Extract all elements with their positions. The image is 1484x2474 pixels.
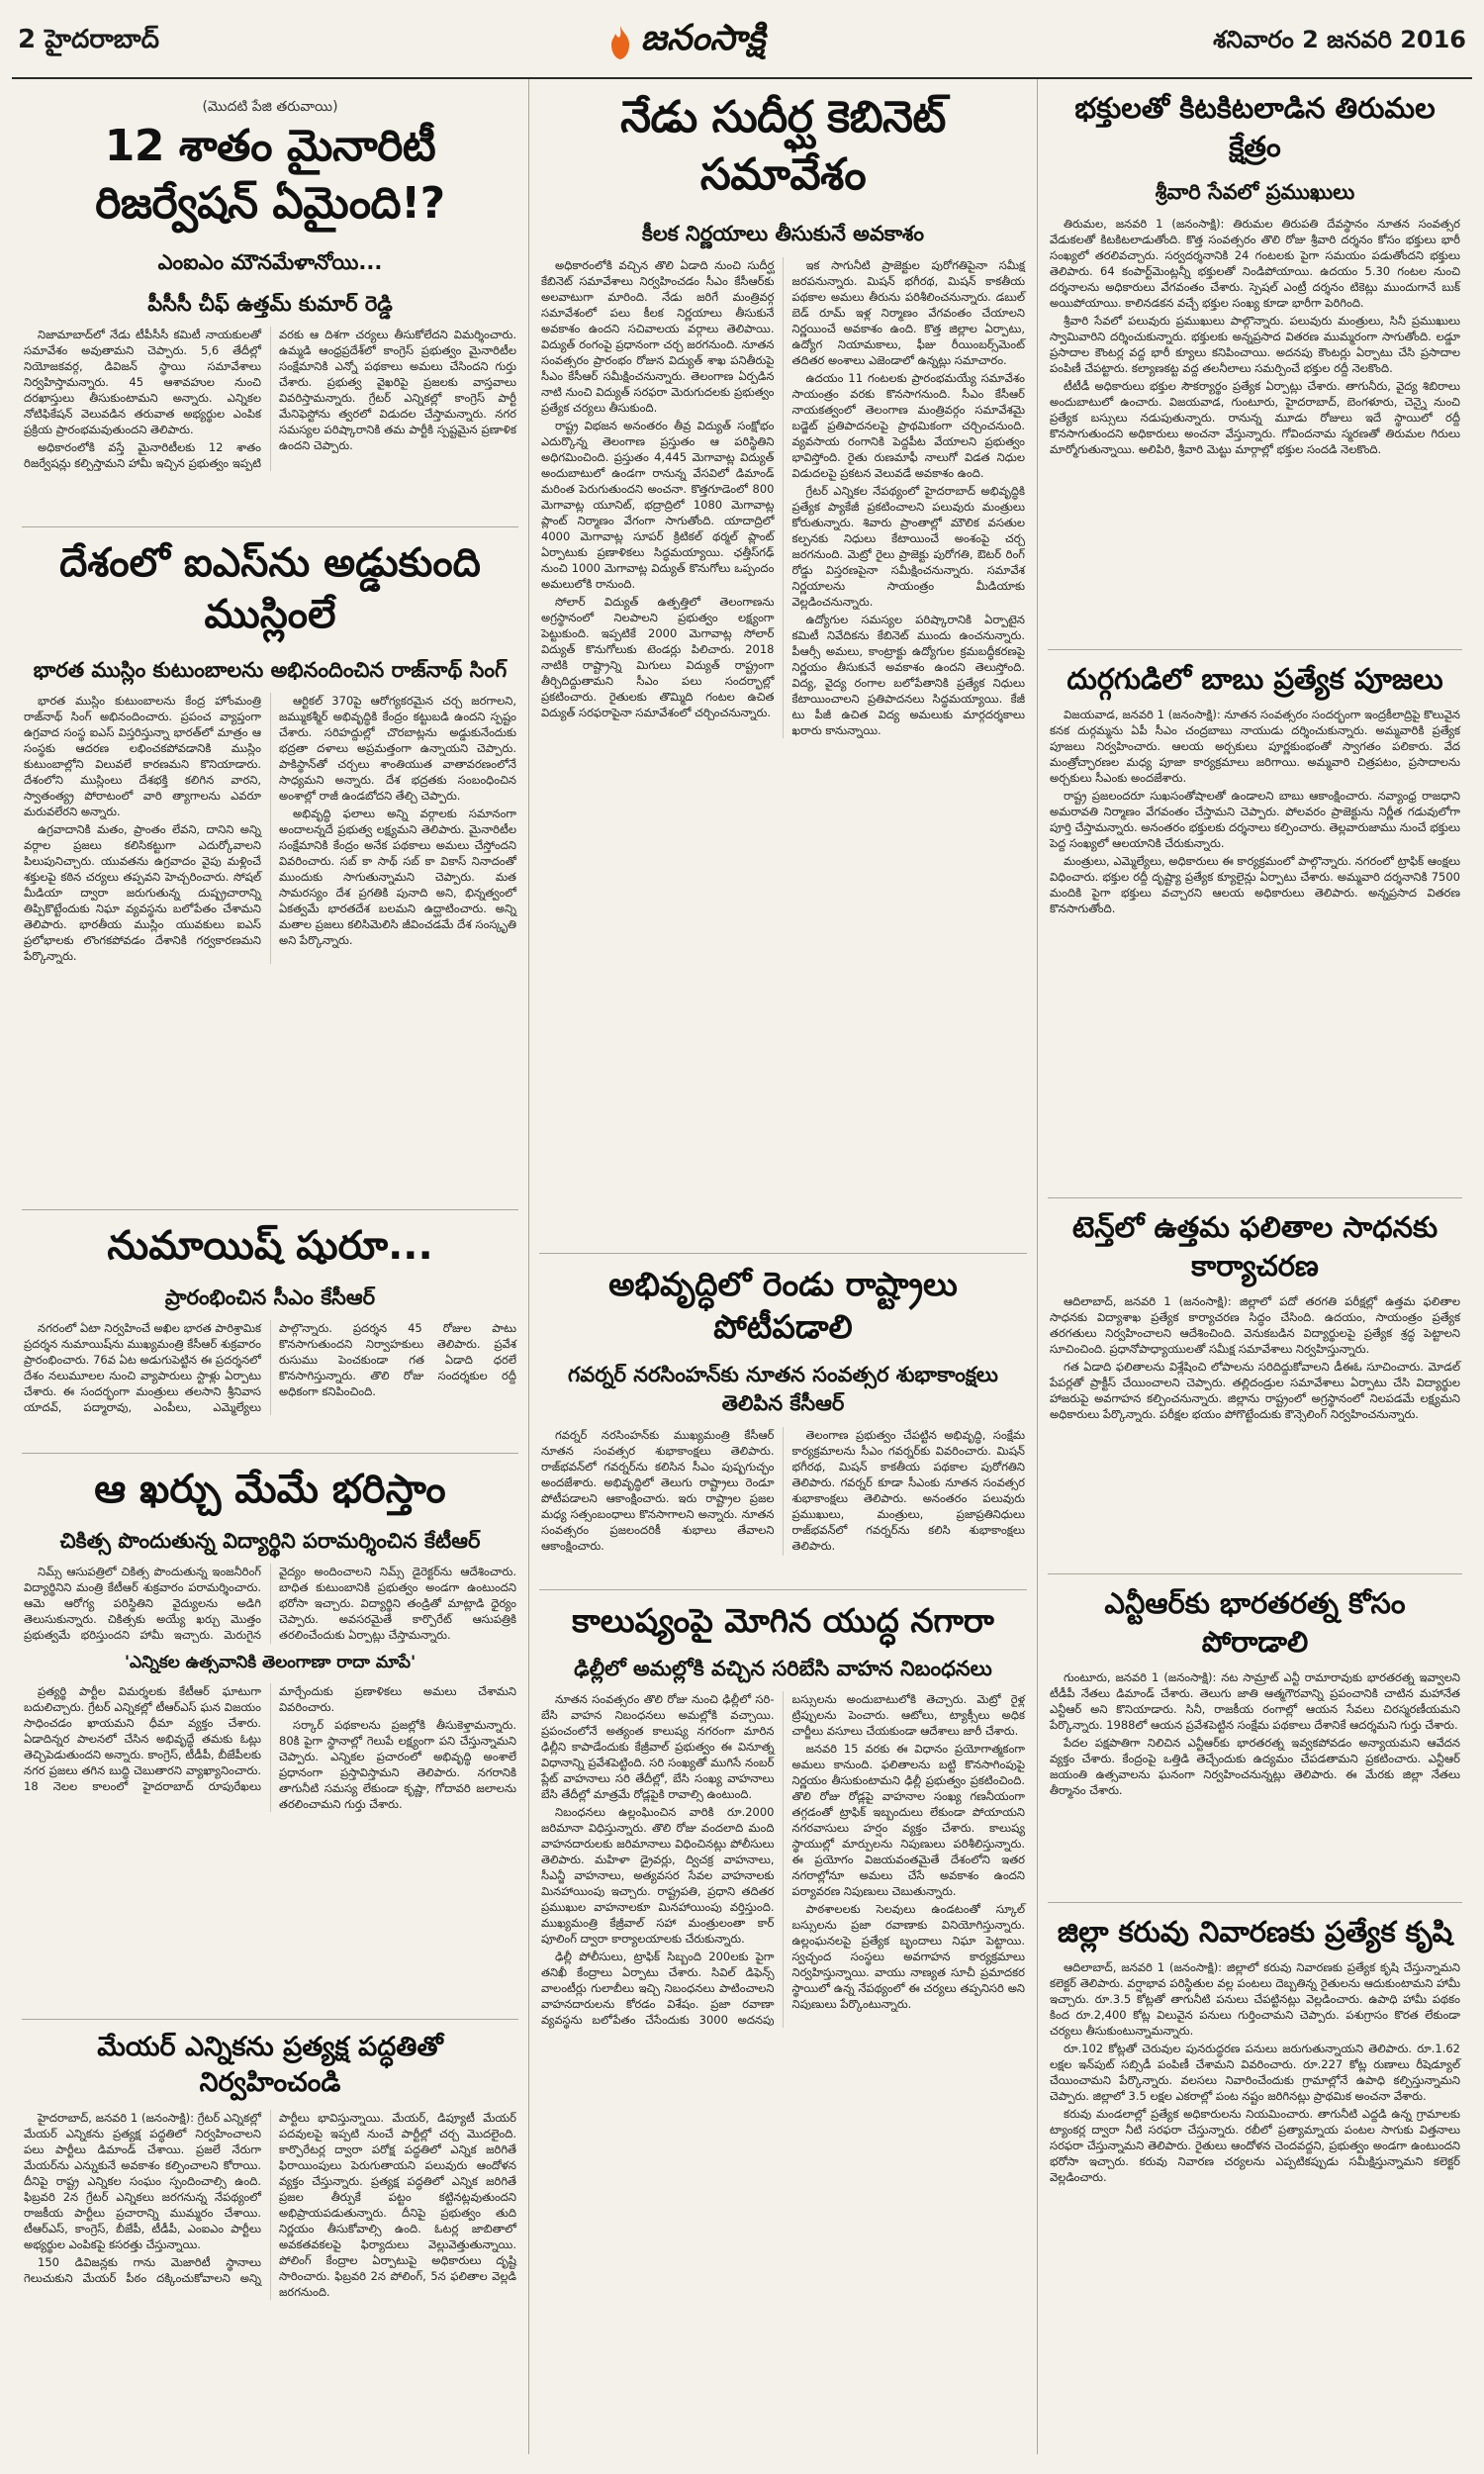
article-body	[24, 1320, 516, 1415]
paragraph: రాష్ట్ర ప్రజలందరూ సుఖసంతోషాలతో ఉండాలని బాబు ఆకాంక్షించారు. నవ్యాంధ్ర రాజధాని అమరావతి నిర్మాణం వేగవంతం చేస్తామని చెప్పారు. పోలవరం ప్రాజెక్టును నిర్ణీత గడువులోగా పూర్తి చేస్తామన్నారు. అనంతరం భక్తులకు దర్శనాలు కల్పించారు. తెల్లవారుజాము నుంచే భక్తులు పెద్ద సంఖ్యలో ఆలయానికి చేరుకున్నారు.	[1050, 789, 1460, 851]
subhead: గవర్నర్ నరసింహన్‌కు నూతన సంవత్సర శుభాకాంక్షలు తెలిపిన కేసీఆర్	[568, 1362, 998, 1416]
article-body	[541, 257, 1025, 738]
paragraph: గ్రేటర్ ఎన్నికల నేపథ్యంలో హైదరాబాద్ అభివృద్ధికి ప్రత్యేక ప్యాకేజీ ప్రకటించాలని పలువురు మంత్రులు కోరుతున్నారు. శివారు ప్రాంతాల్లో మౌలిక వసతుల కల్పనకు నిధులు కేటాయించే అంశంపై చర్చ జరగనుంది. మెట్రో రైలు ప్రాజెక్టు పురోగతి, ఔటర్ రింగ్ రోడ్డు విస్తరణపైనా సమీక్షించనున్నారు. సమావేశ నిర్ణయాలను సాయంత్రం మీడియాకు వెల్లడించనున్నారు.	[791, 483, 1025, 609]
column-middle	[528, 79, 1037, 2454]
paragraph: ప్రత్యర్థి పార్టీల విమర్శలకు కేటీఆర్ ఘాటుగా బదులిచ్చారు. గ్రేటర్ ఎన్నికల్లో టీఆర్ఎస్ ఘన విజయం సాధించడం ఖాయమని ధీమా వ్యక్తం చేశారు. ఏడాదిన్నర పాలనలో చేసిన అభివృద్ధే తమకు ఓట్లు తెచ్చిపెడుతుందని అన్నారు. కాంగ్రెస్, టీడీపీ, బీజేపీలకు నగర ప్రజలు తగిన బుద్ధి చెబుతారని వ్యాఖ్యానించారు. 18 నెలల కాలంలో హైదరాబాద్ రూపురేఖలు మార్చేందుకు ప్రణాళికలు అమలు చేశామని వివరించారు.	[24, 1684, 516, 1794]
article-drought	[1048, 1902, 1462, 2413]
subhead: ఢిల్లీలో అమల్లోకి వచ్చిన సరిబేసి వాహన నిబంధనలు	[574, 1656, 992, 1680]
article-tirumala	[1048, 79, 1462, 649]
article-cabinet	[539, 79, 1027, 1253]
paragraph: నగరంలో ఏటా నిర్వహించే అఖిల భారత పారిశ్రామిక ప్రదర్శన నుమాయిష్‌ను ముఖ్యమంత్రి కేసీఆర్ శుక్రవారం ప్రారంభించారు. 76వ ఏట అడుగుపెట్టిన ఈ ప్రదర్శనలో దేశం నలుమూలల నుంచి వ్యాపారులు స్టాళ్లు ఏర్పాటు చేశారు. ఈ సందర్భంగా మంత్రులు తలసాని శ్రీనివాస యాదవ్, పద్మారావు, ఎంపీలు, ఎమ్మెల్యేలు పాల్గొన్నారు. ప్రదర్శన 45 రోజుల పాటు కొనసాగుతుందని నిర్వాహకులు తెలిపారు. ప్రవేశ రుసుము పెంచకుండా గత ఏడాది ధరలే కొనసాగిస్తున్నారు. తొలి రోజు సందర్శకుల రద్దీ అధికంగా కనిపించింది.	[24, 1321, 516, 1415]
paper-name: జనంసాక్షి	[640, 18, 766, 58]
paragraph: ఆదిలాబాద్, జనవరి 1 (జనంసాక్షి): జిల్లాలో పదో తరగతి పరీక్షల్లో ఉత్తమ ఫలితాల సాధనకు విద్యాశాఖ ప్రత్యేక కార్యాచరణ సిద్ధం చేసింది. ఉదయం, సాయంత్రం ప్రత్యేక తరగతులు నిర్వహించాలని ఆదేశించింది. వెనుకబడిన విద్యార్థులపై ప్రత్యేక శ్రద్ధ పెట్టాలని సూచించింది. ప్రధానోపాధ్యాయులతో సమీక్ష సమావేశాలు నిర్వహిస్తున్నారు.	[1050, 1294, 1460, 1357]
article-governor	[539, 1253, 1027, 1589]
paragraph: సర్కార్ పథకాలను ప్రజల్లోకి తీసుకెళ్తామన్నారు. 80కి పైగా స్థానాల్లో గెలుపే లక్ష్యంగా పని చేస్తున్నామని చెప్పారు. ఎన్నికల ప్రచారంలో అభివృద్ధి అంశాలే ప్రధానంగా ప్రస్తావిస్తామని తెలిపారు. నగరానికి తాగునీటి సమస్య లేకుండా కృష్ణా, గోదావరి జలాలను తరలించామని గుర్తు చేశారు.	[279, 1718, 516, 1812]
paragraph: విజయవాడ, జనవరి 1 (జనంసాక్షి): నూతన సంవత్సరం సందర్భంగా ఇంద్రకీలాద్రిపై కొలువైన కనక దుర్గమ్మను ఏపీ సీఎం చంద్రబాబు నాయుడు దర్శించుకున్నారు. అమ్మవారికి ప్రత్యేక పూజలు నిర్వహించారు. ఆలయ అర్చకులు పూర్ణకుంభంతో స్వాగతం పలికారు. వేద మంత్రోచ్ఛారణల మధ్య పూజా కార్యక్రమాలు జరిగాయి. అమ్మవారి చిత్రపటం, ప్రసాదాలను అర్చకులు సీఎంకు అందజేశారు.	[1050, 708, 1460, 786]
article-body	[541, 1427, 1025, 1556]
masthead	[12, 4, 1472, 79]
paragraph: టీటీడీ అధికారులు భక్తుల సౌకర్యార్థం ప్రత్యేక ఏర్పాట్లు చేశారు. తాగునీరు, వైద్య శిబిరాలు అందుబాటులో ఉంచారు. విజయవాడ, గుంటూరు, హైదరాబాద్, బెంగళూరు, చెన్నై నుంచి ప్రత్యేక బస్సులు నడుపుతున్నారు. రానున్న మూడు రోజులు ఇదే స్థాయిలో రద్దీ కొనసాగుతుందని అధికారులు అంచనా వేస్తున్నారు. గోవిందనామ స్మరణతో తిరుమల గిరులు మార్మోగుతున్నాయి. అలిపిరి, శ్రీవారి మెట్టు మార్గాల్లో భక్తుల సందడి నెలకొంది.	[1050, 378, 1460, 456]
article-body	[1050, 1293, 1460, 1422]
paragraph: శ్రీవారి సేవలో పలువురు ప్రముఖులు పాల్గొన్నారు. పలువురు మంత్రులు, సినీ ప్రముఖులు స్వామివారిని దర్శించుకున్నారు. భక్తులకు అన్నప్రసాద వితరణ ముమ్మరంగా సాగుతోంది. లడ్డూ ప్రసాదాల కౌంటర్ల వద్ద భారీ క్యూలు కనిపించాయి. అదనపు కౌంటర్లు ఏర్పాటు చేసి ప్రసాదాల పంపిణీ చేపట్టారు. కల్యాణకట్ట వద్ద తలనీలాలు సమర్పించే భక్తుల రద్దీ నెలకొంది.	[1050, 313, 1460, 375]
headline: ఆ ఖర్చు మేమే భరిస్తాం	[94, 1467, 446, 1512]
subhead: చికిత్స పొందుతున్న విద్యార్థిని పరామర్శించిన కేటీఆర్	[59, 1529, 481, 1553]
paragraph: 150 డివిజన్లకు గాను మెజారిటీ స్థానాలు గెలుచుకుని మేయర్ పీఠం దక్కించుకోవాలని అన్ని పార్టీలు భావిస్తున్నాయి. మేయర్, డిప్యూటీ మేయర్ పదవులపై ఇప్పటి నుంచే పార్టీల్లో చర్చ మొదలైంది. కార్పొరేటర్ల ద్వారా పరోక్ష పద్ధతిలో ఎన్నిక జరిగితే ఫిరాయింపులు పెరుగుతాయని పలువురు ఆందోళన వ్యక్తం చేస్తున్నారు. ప్రత్యక్ష పద్ధతిలో ఎన్నిక జరిగితే ప్రజల తీర్పుకే పట్టం కట్టినట్లవుతుందని అభిప్రాయపడుతున్నారు. దీనిపై ప్రభుత్వం తుది నిర్ణయం తీసుకోవాల్సి ఉంది. ఓటర్ల జాబితాలో అవకతవకలపై ఫిర్యాదులు వెల్లువెత్తుతున్నాయి. పోలింగ్ కేంద్రాల ఏర్పాటుపై అధికారులు దృష్టి సారించారు. ఫిబ్రవరి 2న పోలింగ్, 5న ఫలితాల వెల్లడి జరగనుంది.	[24, 2110, 516, 2299]
paragraph: ఇక సాగునీటి ప్రాజెక్టుల పురోగతిపైనా సమీక్ష జరపనున్నారు. మిషన్ భగీరథ, మిషన్ కాకతీయ పథకాల అమలు తీరును పరిశీలించనున్నారు. డబుల్ బెడ్ రూమ్ ఇళ్ల నిర్మాణం వేగవంతం చేయాలని నిర్ణయించే అవకాశం ఉంది. కొత్త జిల్లాల ఏర్పాటు, ఉద్యోగ నియామకాలు, ఫీజు రీయింబర్స్‌మెంట్ తదితర అంశాలు ఎజెండాలో ఉన్నట్లు సమాచారం.	[791, 257, 1025, 367]
paragraph: హైదరాబాద్, జనవరి 1 (జనంసాక్షి): గ్రేటర్ ఎన్నికల్లో మేయర్ ఎన్నికను ప్రత్యక్ష పద్ధతిలో నిర్వహించాలని పలు పార్టీలు డిమాండ్ చేశాయి. ప్రజలే నేరుగా మేయర్‌ను ఎన్నుకునే అవకాశం కల్పించాలని కోరాయి. దీనిపై రాష్ట్ర ఎన్నికల సంఘం స్పందించాల్సి ఉంది. ఫిబ్రవరి 2న గ్రేటర్ ఎన్నికలు జరగనున్న నేపథ్యంలో రాజకీయ పార్టీలు ప్రచారాన్ని ముమ్మరం చేశాయి. టీఆర్ఎస్, కాంగ్రెస్, బీజేపీ, టీడీపీ, ఎంఐఎం పార్టీలు అభ్యర్థుల ఎంపికపై కసరత్తు చేస్తున్నాయి.	[24, 2110, 261, 2251]
headline: భక్తులతో కిటకిటలాడిన తిరుమల క్షేత్రం	[1074, 91, 1436, 164]
article-body	[24, 2110, 516, 2300]
paragraph: రూ.102 కోట్లతో చెరువుల పునరుద్ధరణ పనులు జరుగుతున్నాయని తెలిపారు. రూ.1.62 లక్షల ఇన్‌పుట్ సబ్సిడీ పంపిణీ చేశామని వివరించారు. రూ.227 కోట్ల రుణాలు రీషెడ్యూల్ చేయించామని పేర్కొన్నారు. వలసలు నివారించేందుకు గ్రామాల్లోనే ఉపాధి కల్పిస్తున్నామని చెప్పారు. జిల్లాలో 3.5 లక్షల ఎకరాల్లో పంట నష్టం జరిగినట్లు ప్రాథమిక అంచనా వేశారు.	[1050, 2042, 1460, 2104]
paragraph: గత ఏడాది ఫలితాలను విశ్లేషించి లోపాలను సరిదిద్దుకోవాలని డీఈఓ సూచించారు. మోడల్ పేపర్లతో ప్రాక్టీస్ చేయించాలని చెప్పారు. తల్లిదండ్రుల సమావేశాలు ఏర్పాటు చేసి విద్యార్థుల హాజరుపై అవగాహన కల్పించనున్నారు. జిల్లాను రాష్ట్రంలో అగ్రస్థానంలో నిలపడమే లక్ష్యమని అధికారులు పేర్కొన్నారు. పరీక్షల భయం పోగొట్టేందుకు కౌన్సెలింగ్ నిర్వహించనున్నారు.	[1050, 1360, 1460, 1422]
article-body	[24, 1683, 516, 1812]
continuation-note: (మొదటి పేజి తరువాయి)	[202, 99, 338, 115]
headline: కాలుష్యంపై మోగిన యుద్ధ నగారా	[572, 1601, 994, 1640]
subhead: పీసీసీ చీఫ్ ఉత్తమ్ కుమార్ రెడ్డి	[147, 291, 393, 316]
paragraph: కరువు మండలాల్లో ప్రత్యేక అధికారులను నియమించారు. తాగునీటి ఎద్దడి ఉన్న గ్రామాలకు ట్యాంకర్ల ద్వారా నీటి సరఫరా చేస్తున్నారు. రబీలో ప్రత్యామ్నాయ పంటల సాగుకు విత్తనాలు సరఫరా చేస్తున్నామని తెలిపారు. రైతులు ఆందోళన చెందవద్దని, ప్రభుత్వం అండగా ఉంటుందని భరోసా ఇచ్చారు. కరువు నివారణ చర్యలను ఎప్పటికప్పుడు సమీక్షిస్తున్నామని కలెక్టర్ వెల్లడించారు.	[1050, 2107, 1460, 2185]
paragraph: జనవరి 15 వరకు ఈ విధానం ప్రయోగాత్మకంగా అమలు కానుంది. ఫలితాలను బట్టి కొనసాగింపుపై నిర్ణయం తీసుకుంటామని ఢిల్లీ ప్రభుత్వం ప్రకటించింది. తొలి రోజు రోడ్లపై వాహనాల సంఖ్య గణనీయంగా తగ్గడంతో ట్రాఫిక్ ఇబ్బందులు లేకుండా పోయాయని నగరవాసులు హర్షం వ్యక్తం చేశారు. కాలుష్య స్థాయుల్లో మార్పులను నిపుణులు పరిశీలిస్తున్నారు. ఈ ప్రయోగం విజయవంతమైతే దేశంలోని ఇతర నగరాల్లోనూ అమలు చేసే అవకాశం ఉందని పర్యావరణ నిపుణులు చెబుతున్నారు.	[791, 1742, 1025, 1899]
article-ktr	[22, 1453, 518, 2019]
article-body	[541, 1691, 1025, 2028]
article-body	[1050, 216, 1460, 457]
article-body	[1050, 1959, 1460, 2185]
paragraph: ఉగ్రవాదానికి మతం, ప్రాంతం లేవని, దానిని అన్ని వర్గాల ప్రజలు కలిసికట్టుగా ఎదుర్కోవాలని పిలుపునిచ్చారు. యువతను ఉగ్రవాదం వైపు మళ్లించే శక్తులపై కఠిన చర్యలు తప్పవని హెచ్చరించారు. సోషల్ మీడియా ద్వారా జరుగుతున్న దుష్ప్రచారాన్ని తిప్పికొట్టేందుకు నిఘా వ్యవస్థను బలోపేతం చేశామని తెలిపారు. భారతీయ ముస్లిం యువకులు ఐఎస్ ప్రలోభాలకు లొంగకపోవడం దేశానికి గర్వకారణమని పేర్కొన్నారు.	[24, 822, 261, 964]
paragraph: నూతన సంవత్సరం తొలి రోజు నుంచి ఢిల్లీలో సరి-బేసి వాహన నిబంధనలు అమల్లోకి వచ్చాయి. ప్రపంచంలోనే అత్యంత కాలుష్య నగరంగా మారిన ఢిల్లీని కాపాడేందుకు కేజ్రీవాల్ ప్రభుత్వం ఈ వినూత్న విధానాన్ని ప్రవేశపెట్టింది. సరి సంఖ్యతో ముగిసే నంబర్ ప్లేట్ వాహనాలు సరి తేదీల్లో, బేసి సంఖ్య వాహనాలు బేసి తేదీల్లో మాత్రమే రోడ్లపైకి రావాల్సి ఉంటుంది.	[541, 1692, 775, 1802]
headline: దుర్గగుడిలో బాబు ప్రత్యేక పూజలు	[1067, 662, 1443, 696]
headline: ఎన్టీఆర్‌కు భారతరత్న కోసం పోరాడాలి	[1104, 1586, 1406, 1660]
article-reservation	[22, 79, 518, 526]
paragraph: గవర్నర్ నరసింహన్‌కు ముఖ్యమంత్రి కేసీఆర్ నూతన సంవత్సర శుభాకాంక్షలు తెలిపారు. రాజ్‌భవన్‌లో గవర్నర్‌ను కలిసిన సీఎం పుష్పగుచ్ఛం అందజేశారు. అభివృద్ధిలో తెలుగు రాష్ట్రాలు రెండూ పోటీపడాలని ఆకాంక్షించారు. ఇరు రాష్ట్రాల ప్రజల మధ్య సత్సంబంధాలు కొనసాగాలని అన్నారు. నూతన సంవత్సరం ప్రజలందరికీ శుభాలు తేవాలని ఆకాంక్షించారు.	[541, 1427, 775, 1553]
edition-date: శనివారం 2 జనవరి 2016	[1213, 26, 1466, 53]
article-body	[24, 693, 516, 964]
flame-icon	[607, 26, 633, 59]
paragraph: తిరుమల, జనవరి 1 (జనంసాక్షి): తిరుమల తిరుపతి దేవస్థానం నూతన సంవత్సర వేడుకలతో కిటకిటలాడుతోంది. కొత్త సంవత్సరం తొలి రోజు శ్రీవారి దర్శనం కోసం భక్తులు భారీ సంఖ్యలో తరలివచ్చారు. సర్వదర్శనానికి 24 గంటలకు పైగా సమయం పడుతోందని భక్తులు తెలిపారు. 64 కంపార్ట్‌మెంట్లన్నీ భక్తులతో నిండిపోయాయి. ఉదయం 5.30 గంటల నుంచి దర్శనాలను అధికారులు వేగవంతం చేశారు. స్పెషల్ ఎంట్రీ దర్శనం టికెట్లు ముందుగానే బుక్ అయిపోయాయి. కాలినడకన వచ్చే భక్తుల సంఖ్య కూడా భారీగా పెరిగింది.	[1050, 216, 1460, 310]
paper-logo	[607, 18, 766, 67]
paragraph: తెలంగాణ ప్రభుత్వం చేపట్టిన అభివృద్ధి, సంక్షేమ కార్యక్రమాలను సీఎం గవర్నర్‌కు వివరించారు. మిషన్ భగీరథ, మిషన్ కాకతీయ పథకాల పురోగతిని తెలిపారు. గవర్నర్ కూడా సీఎంకు నూతన సంవత్సర శుభాకాంక్షలు తెలిపారు. అనంతరం పలువురు ప్రముఖులు, మంత్రులు, ప్రజాప్రతినిధులు రాజ్‌భవన్‌లో గవర్నర్‌ను కలిసి శుభాకాంక్షలు తెలిపారు.	[791, 1427, 1025, 1553]
headline: జిల్లా కరువు నివారణకు ప్రత్యేక కృషి	[1057, 1915, 1453, 1949]
subhead: భారత ముస్లిం కుటుంబాలను అభినందించిన రాజ్‌నాథ్ సింగ్	[33, 658, 508, 682]
article-tenth	[1048, 1197, 1462, 1573]
article-pollution	[539, 1589, 1027, 2413]
subhead: ప్రారంభించిన సీఎం కేసీఆర్	[164, 1285, 376, 1309]
article-durga	[1048, 649, 1462, 1197]
article-mayor	[22, 2019, 518, 2413]
paragraph: భారత ముస్లిం కుటుంబాలను కేంద్ర హోంమంత్రి రాజ్‌నాథ్ సింగ్ అభినందించారు. ప్రపంచ వ్యాప్తంగా ఉగ్రవాద సంస్థ ఐఎస్ విస్తరిస్తున్నా భారత్‌లో మాత్రం ఆ సంస్థకు ఆదరణ లభించకపోవడానికి ముస్లిం కుటుంబాల్లోని విలువలే కారణమని కొనియాడారు. దేశంలోని ముస్లింలు దేశభక్తి కలిగిన వారని, స్వాతంత్య్ర పోరాటంలో వారి త్యాగాలను ఎవరూ మరువలేరని అన్నారు.	[24, 694, 261, 819]
paragraph: అభివృద్ధి ఫలాలు అన్ని వర్గాలకు సమానంగా అందాలన్నదే ప్రభుత్వ లక్ష్యమని తెలిపారు. మైనారిటీల సంక్షేమానికి కేంద్రం అనేక పథకాలు అమలు చేస్తోందని వివరించారు. సబ్ కా సాథ్ సబ్ కా వికాస్ నినాదంతో ముందుకు సాగుతున్నామని చెప్పారు. మత సామరస్యం దేశ ప్రగతికి పునాది అని, భిన్నత్వంలో ఏకత్వమే భారతదేశ బలమని ఉద్ఘాటించారు. అన్ని మతాల ప్రజలు కలిసిమెలిసి జీవించడమే దేశ సంస్కృతి అని పేర్కొన్నారు.	[279, 807, 516, 948]
paragraph: నిజామాబాద్‌లో నేడు టీపీసీసీ కమిటీ నాయకులతో సమావేశం అవుతామని చెప్పారు. 5,6 తేదీల్లో నియోజకవర్గ, డివిజన్ స్థాయి సమావేశాలు నిర్వహిస్తామన్నారు. 45 ఆశావహుల నుంచి దరఖాస్తులు తీసుకుంటామని అన్నారు. ఎన్నికల నోటిఫికేషన్ వెలువడిన తరువాత అభ్యర్థుల ఎంపిక ప్రక్రియ ప్రారంభమవుతుందని తెలిపారు.	[24, 327, 261, 436]
page-content	[12, 79, 1472, 2454]
article-body	[1050, 707, 1460, 916]
inline-subhead: 'ఎన్నికల ఉత్సవానికి తెలంగాణా రాదా మాపే'	[124, 1653, 417, 1673]
headline: మేయర్ ఎన్నికను ప్రత్యక్ష పద్ధతితో నిర్వహించండి	[97, 2032, 443, 2099]
headline: దేశంలో ఐఎస్‌ను అడ్డుకుంది ముస్లింలే	[59, 540, 481, 637]
headline: అభివృద్ధిలో రెండు రాష్ట్రాలు పోటీపడాలి	[608, 1265, 958, 1346]
article-body	[24, 327, 516, 471]
subhead: కీలక నిర్ణయాలు తీసుకునే అవకాశం	[641, 222, 925, 246]
headline: నుమాయిష్ షురూ...	[107, 1223, 433, 1269]
paragraph: నిమ్స్ ఆసుపత్రిలో చికిత్స పొందుతున్న ఇంజనీరింగ్ విద్యార్థినిని మంత్రి కేటీఆర్ శుక్రవారం పరామర్శించారు. ఆమె ఆరోగ్య పరిస్థితిని వైద్యులను అడిగి తెలుసుకున్నారు. చికిత్సకు అయ్యే ఖర్చు మొత్తం ప్రభుత్వమే భరిస్తుందని హామీ ఇచ్చారు. మెరుగైన వైద్యం అందించాలని నిమ్స్ డైరెక్టర్‌ను ఆదేశించారు. బాధిత కుటుంబానికి ప్రభుత్వం అండగా ఉంటుందని భరోసా ఇచ్చారు. విద్యార్థిని తండ్రితో మాట్లాడి ధైర్యం చెప్పారు. అవసరమైతే కార్పొరేట్ ఆసుపత్రికి తరలించేందుకు ఏర్పాట్లు చేస్తామన్నారు.	[24, 1565, 516, 1643]
headline: నేడు సుదీర్ఘ కెబినెట్ సమావేశం	[620, 92, 946, 201]
paragraph: మంత్రులు, ఎమ్మెల్యేలు, అధికారులు ఈ కార్యక్రమంలో పాల్గొన్నారు. నగరంలో ట్రాఫిక్ ఆంక్షలు విధించారు. భక్తుల రద్దీ దృష్ట్యా ప్రత్యేక క్యూలైన్లు ఏర్పాటు చేశారు. అమ్మవారి దర్శనానికి 7500 మందికి పైగా భక్తులు వచ్చారని ఆలయ అధికారులు తెలిపారు. అన్నప్రసాద వితరణ కొనసాగుతోంది.	[1050, 854, 1460, 916]
article-isis	[22, 526, 518, 1209]
paragraph: అధికారంలోకి వచ్చిన తొలి ఏడాది నుంచి సుదీర్ఘ కేబినెట్ సమావేశాలు నిర్వహించడం సీఎం కేసీఆర్‌కు అలవాటుగా మారింది. నేడు జరిగే మంత్రివర్గ సమావేశంలో పలు కీలక నిర్ణయాలు తీసుకునే అవకాశం ఉందని సచివాలయ వర్గాలు తెలిపాయి. విద్యుత్ రంగంపై ప్రధానంగా చర్చ జరగనుంది. నూతన సంవత్సరం ప్రారంభం రోజున విద్యుత్ శాఖ పనితీరుపై సీఎం కేసీఆర్ సమీక్షించనున్నారు. తెలంగాణ ఏర్పడిన నాటి నుంచి విద్యుత్ సరఫరా మెరుగుదలకు ప్రభుత్వం ప్రత్యేక చర్యలు తీసుకుంది.	[541, 257, 775, 415]
paragraph: ఆర్టికల్ 370పై ఆరోగ్యకరమైన చర్చ జరగాలని, జమ్ముకశ్మీర్ అభివృద్ధికి కేంద్రం కట్టుబడి ఉందని స్పష్టం చేశారు. సరిహద్దుల్లో చొరబాట్లను అడ్డుకునేందుకు భద్రతా దళాలు అప్రమత్తంగా ఉన్నాయని చెప్పారు. పాకిస్థాన్‌తో చర్చలు శాంతియుత వాతావరణంలోనే సాధ్యమని అన్నారు. దేశ భద్రతకు సంబంధించిన అంశాల్లో రాజీ ఉండబోదని తేల్చి చెప్పారు.	[279, 694, 516, 804]
paragraph: ఉద్యోగుల సమస్యల పరిష్కారానికి ఏర్పాటైన కమిటీ నివేదికను కేబినెట్ ముందు ఉంచనున్నారు. పీఆర్సీ అమలు, కాంట్రాక్టు ఉద్యోగుల క్రమబద్ధీకరణపై నిర్ణయం తీసుకునే అవకాశం ఉందని తెలుస్తోంది. విద్య, వైద్య రంగాల బలోపేతానికి ప్రత్యేక నిధులు కేటాయించాలని ప్రతిపాదనలు సిద్ధమయ్యాయి. కేజీ టు పీజీ ఉచిత విద్య అమలుకు మార్గదర్శకాలు ఖరారు కానున్నాయి.	[791, 612, 1025, 737]
paragraph: పాఠశాలలకు సెలవులు ఉండటంతో స్కూల్ బస్సులను ప్రజా రవాణాకు వినియోగిస్తున్నారు. ఉల్లంఘనలపై ప్రత్యేక బృందాలు నిఘా పెట్టాయి. స్వచ్ఛంద సంస్థలు అవగాహన కార్యక్రమాలు నిర్వహిస్తున్నాయి. వాయు నాణ్యత సూచీ ప్రమాదకర స్థాయిలో ఉన్న నేపథ్యంలో ఈ చర్యలు తప్పనిసరి అని నిపుణులు పేర్కొంటున్నారు.	[791, 1902, 1025, 2012]
headline: 12 శాతం మైనారిటీ రిజర్వేషన్ ఏమైంది!?	[95, 121, 445, 230]
subhead: ఎంఐఎం మౌనమేళానోయి...	[157, 250, 383, 275]
headline: టెన్త్‌లో ఉత్తమ ఫలితాల సాధనకు కార్యాచరణ	[1071, 1210, 1438, 1284]
paragraph: నిబంధనలు ఉల్లంఘించిన వారికి రూ.2000 జరిమానా విధిస్తున్నారు. తొలి రోజు వందలాది మంది వాహనదారులకు జరిమానాలు విధించినట్లు పోలీసులు తెలిపారు. మహిళా డ్రైవర్లు, ద్విచక్ర వాహనాలు, సీఎన్జీ వాహనాలు, అత్యవసర సేవల వాహనాలకు మినహాయింపు ఇచ్చారు. రాష్ట్రపతి, ప్రధాని తదితర ప్రముఖుల వాహనాలకూ మినహాయింపు వర్తిస్తుంది. ముఖ్యమంత్రి కేజ్రీవాల్ సహా మంత్రులంతా కార్ పూలింగ్ ద్వారా కార్యాలయాలకు చేరుకున్నారు.	[541, 1805, 775, 1947]
paragraph: రాష్ట్ర విభజన అనంతరం తీవ్ర విద్యుత్ సంక్షోభం ఎదుర్కొన్న తెలంగాణ ప్రస్తుతం ఆ పరిస్థితిని అధిగమించింది. ప్రస్తుతం 4,445 మెగావాట్ల విద్యుత్ అందుబాటులో ఉండగా రానున్న వేసవిలో డిమాండ్ మరింత పెరుగుతుందని అంచనా. కొత్తగూడెంలో 800 మెగావాట్ల యూనిట్, భద్రాద్రిలో 1080 మెగావాట్ల ప్లాంట్ నిర్మాణం వేగంగా సాగుతోంది. యాదాద్రిలో 4000 మెగావాట్ల సూపర్ క్రిటికల్ థర్మల్ ప్లాంట్ ఏర్పాటుకు ప్రణాళికలు సిద్ధమయ్యాయి. ఛత్తీస్‌గఢ్ నుంచి 1000 మెగావాట్ల విద్యుత్ కొనుగోలు ఒప్పందం అమలులోకి రానుంది.	[541, 418, 775, 591]
page-number-city: 2 హైదరాబాద్	[18, 25, 159, 54]
paragraph: పేదల పక్షపాతిగా నిలిచిన ఎన్టీఆర్‌కు భారతరత్న ఇవ్వకపోవడం అన్యాయమని ఆవేదన వ్యక్తం చేశారు. కేంద్రంపై ఒత్తిడి తెచ్చేందుకు ఉద్యమం చేపడతామని ప్రకటించారు. ఎన్టీఆర్ జయంతి ఉత్సవాలను ఘనంగా నిర్వహించనున్నట్లు తెలిపారు. ఈ మేరకు జిల్లా నేతలు తీర్మానం చేశారు.	[1050, 1736, 1460, 1798]
article-numaish	[22, 1209, 518, 1453]
paragraph: అధికారంలోకి వస్తే మైనారిటీలకు 12 శాతం రిజర్వేషన్లు కల్పిస్తామని హామీ ఇచ్చిన ప్రభుత్వం ఇప్పటి వరకు ఆ దిశగా చర్యలు తీసుకోలేదని విమర్శించారు. ఉమ్మడి ఆంధ్రప్రదేశ్‌లో కాంగ్రెస్ ప్రభుత్వం మైనారిటీల సంక్షేమానికి ఎన్నో పథకాలు అమలు చేసిందని గుర్తు చేశారు. ప్రభుత్వ వైఖరిపై ప్రజలకు వాస్తవాలు వివరిస్తామన్నారు. గ్రేటర్ ఎన్నికల్లో కాంగ్రెస్ పార్టీ మేనిఫెస్టోను త్వరలో విడుదల చేస్తామన్నారు. నగర సమస్యల పరిష్కారానికి తమ పార్టీకి స్పష్టమైన ప్రణాళిక ఉందని చెప్పారు.	[24, 327, 516, 470]
column-left	[12, 79, 528, 2454]
paragraph: ఉదయం 11 గంటలకు ప్రారంభమయ్యే సమావేశం సాయంత్రం వరకు కొనసాగనుంది. సీఎం కేసీఆర్ నాయకత్వంలో తెలంగాణ మంత్రివర్గం సమావేశమై బడ్జెట్ ప్రతిపాదనలపై ప్రాథమికంగా చర్చించనుంది. వ్యవసాయ రంగానికి పెద్దపీట వేయాలని ప్రభుత్వం భావిస్తోంది. రైతు రుణమాఫీ నాలుగో విడత నిధుల విడుదలపై ప్రకటన వెలువడే అవకాశం ఉంది.	[791, 370, 1025, 480]
paragraph: సోలార్ విద్యుత్ ఉత్పత్తిలో తెలంగాణను అగ్రస్థానంలో నిలపాలని ప్రభుత్వం లక్ష్యంగా పెట్టుకుంది. ఇప్పటికే 2000 మెగావాట్ల సోలార్ విద్యుత్ కొనుగోలుకు టెండర్లు పిలిచారు. 2018 నాటికి రాష్ట్రాన్ని మిగులు విద్యుత్ రాష్ట్రంగా తీర్చిదిద్దుతామని సీఎం పలు సందర్భాల్లో ప్రకటించారు. రైతులకు తొమ్మిది గంటల ఉచిత విద్యుత్ సరఫరాపైనా సమావేశంలో చర్చించనున్నారు.	[541, 594, 775, 719]
paragraph: ఢిల్లీ పోలీసులు, ట్రాఫిక్ సిబ్బంది 200లకు పైగా తనిఖీ కేంద్రాలు ఏర్పాటు చేశారు. సివిల్ డిఫెన్స్ వాలంటీర్లు గులాబీలు ఇచ్చి నిబంధనలు పాటించాలని వాహనదారులను కోరడం విశేషం. ప్రజా రవాణా వ్యవస్థను బలోపేతం చేసేందుకు 3000 అదనపు బస్సులను అందుబాటులోకి తెచ్చారు. మెట్రో రైళ్ల ట్రిప్పులను పెంచారు. ఆటోలు, ట్యాక్సీలు అధిక చార్జీలు వసూలు చేయకుండా ఆదేశాలు జారీ చేశారు.	[541, 1692, 1025, 2028]
article-body	[24, 1564, 516, 1644]
column-right	[1037, 79, 1472, 2454]
paragraph: గుంటూరు, జనవరి 1 (జనంసాక్షి): నట సామ్రాట్ ఎన్టీ రామారావుకు భారతరత్న ఇవ్వాలని టీడీపీ నేతలు డిమాండ్ చేశారు. తెలుగు జాతి ఆత్మగౌరవాన్ని ప్రపంచానికి చాటిన మహానేత ఎన్టీఆర్ అని కొనియాడారు. సినీ, రాజకీయ రంగాల్లో ఆయన సేవలు చిరస్మరణీయమని పేర్కొన్నారు. 1988లో ఆయన ప్రవేశపెట్టిన సంక్షేమ పథకాలు దేశానికే ఆదర్శమని గుర్తు చేశారు.	[1050, 1670, 1460, 1733]
article-body	[1050, 1669, 1460, 1798]
subhead: శ్రీవారి సేవలో ప్రముఖులు	[1155, 180, 1355, 205]
paragraph: ఆదిలాబాద్, జనవరి 1 (జనంసాక్షి): జిల్లాలో కరువు నివారణకు ప్రత్యేక కృషి చేస్తున్నామని కలెక్టర్ తెలిపారు. వర్షాభావ పరిస్థితుల వల్ల పంటలు దెబ్బతిన్న రైతులను ఆదుకుంటామని హామీ ఇచ్చారు. రూ.3.5 కోట్లతో తాగునీటి పనులు చేపట్టినట్లు వెల్లడించారు. ఉపాధి హామీ పథకం కింద రూ.2,400 కోట్ల విలువైన పనులు గుర్తించామని చెప్పారు. పశుగ్రాసం కొరత లేకుండా చర్యలు తీసుకుంటున్నామన్నారు.	[1050, 1960, 1460, 2039]
article-ntr	[1048, 1573, 1462, 1902]
